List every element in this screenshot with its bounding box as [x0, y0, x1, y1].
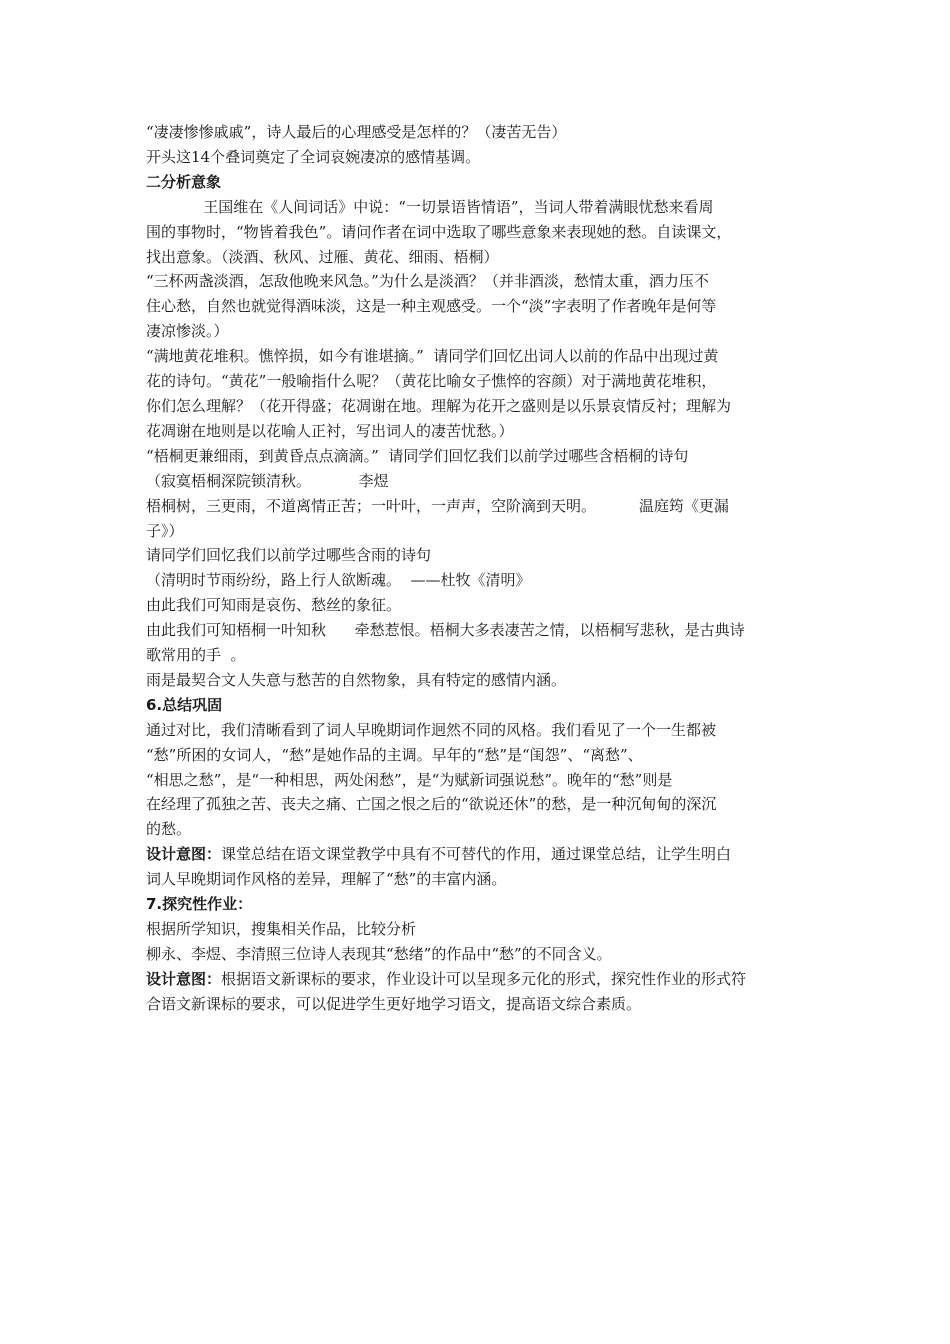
text-line: 的愁。 [146, 820, 192, 839]
text-line: “三杯两盏淡酒，怎敌他晚来风急。”为什么是淡酒？（并非酒淡，愁情太重，酒力压不 [146, 272, 709, 291]
document-body [146, 120, 810, 1017]
design-intent-line [146, 967, 810, 992]
text-line: 柳永、李煜、李清照三位诗人表现其“愁绪”的作品中“愁”的不同含义。 [146, 944, 612, 963]
text-line: （寂寞梧桐深院锁清秋。 李煜 [146, 471, 389, 490]
text-line: 找出意象。（淡酒、秋风、过雁、黄花、细雨、梧桐） [146, 247, 499, 266]
text-line: （清明时节雨纷纷，路上行人欲断魂。 ——杜牧《清明》 [146, 571, 531, 590]
design-intent-text: 课堂总结在语文课堂教学中具有不可替代的作用，通过课堂总结，让学生明白 [221, 845, 732, 864]
design-intent-label: 设计意图： [146, 969, 222, 988]
text-line: 住心愁，自然也就觉得酒味淡，这是一种主观感受。一个“淡”字表明了作者晚年是何等 [146, 297, 717, 316]
text-line: “愁”所困的女词人，“愁”是她作品的主调。早年的“愁”是“闺怨”、“离愁”、 [146, 745, 643, 764]
section-heading: 6.总结巩固 [146, 695, 223, 714]
text-line: 花的诗句。“黄花”一般喻指什么呢？（黄花比喻女子憔悴的容颜）对于满地黄花堆积， [146, 372, 717, 391]
text-line: 通过对比，我们清晰看到了词人早晚期词作迥然不同的风格。我们看见了一个一生都被 [146, 720, 717, 739]
text-line: 王国维在《人间词话》中说：“一切景语皆情语”，当词人带着满眼忧愁来看周 [146, 197, 714, 216]
text-line: 花凋谢在地则是以花喻人正衬，写出词人的凄苦忧愁。） [146, 421, 514, 440]
text-line: “满地黄花堆积。憔悴损，如今有谁堪摘。” 请同学们回忆出词人以前的作品中出现过黄 [146, 347, 719, 366]
text-line: 子》） [146, 521, 184, 540]
text-line: 围的事物时，“物皆着我色”。请问作者在词中选取了哪些意象来表现她的愁。自读课文， [146, 222, 732, 241]
text-line: 词人早晚期词作风格的差异，理解了“愁”的丰富内涵。 [146, 870, 507, 889]
text-line: 你们怎么理解？（花开得盛；花凋谢在地。理解为花开之盛则是以乐景哀情反衬；理解为 [146, 396, 732, 415]
text-line: “凄凄惨惨戚戚”，诗人最后的心理感受是怎样的？（凄苦无告） [146, 123, 567, 141]
design-intent-text: 根据语文新课标的要求，作业设计可以呈现多元化的形式，探究性作业的形式符 [221, 969, 747, 988]
text-line: 合语文新课标的要求，可以促进学生更好地学习语文，提高语文综合素质。 [146, 994, 642, 1013]
text-line: 由此我们可知雨是哀伤、愁丝的象征。 [146, 596, 402, 615]
text-line: 根据所学知识，搜集相关作品，比较分析 [146, 920, 417, 938]
text-line: 雨是最契合文人失意与愁苦的自然物象，具有特定的感情内涵。 [146, 670, 567, 689]
text-line: 凄凉惨淡。） [146, 322, 229, 341]
text-line: “梧桐更兼细雨，到黄昏点点滴滴。” 请同学们回忆我们以前学过哪些含梧桐的诗句 [146, 446, 689, 465]
text-line: 开头这14个叠词奠定了全词哀婉凄凉的感情基调。 [146, 147, 481, 166]
design-intent-label: 设计意图： [146, 845, 222, 864]
design-intent-line [146, 842, 810, 867]
text-line: 由此我们可知梧桐一叶知秋 牵愁惹恨。梧桐大多表凄苦之情，以梧桐写悲秋，是古典诗 [146, 621, 745, 640]
text-line: 梧桐树，三更雨，不道离情正苦；一叶叶，一声声，空阶滴到天明。 温庭筠《更漏 [146, 496, 729, 515]
text-line: 请同学们回忆我们以前学过哪些含雨的诗句 [146, 546, 432, 565]
text-line: “相思之愁”，是“一种相思，两处闲愁”，是“为赋新词强说愁”。晚年的“愁”则是 [146, 770, 673, 789]
section-heading: 7.探究性作业： [146, 895, 253, 914]
text-line: 歌常用的手 。 [146, 646, 246, 665]
section-heading: 二分析意象 [146, 172, 222, 191]
text-line: 在经理了孤独之苦、丧夫之痛、亡国之恨之后的“欲说还休”的愁，是一种沉甸甸的深沉 [146, 795, 717, 814]
